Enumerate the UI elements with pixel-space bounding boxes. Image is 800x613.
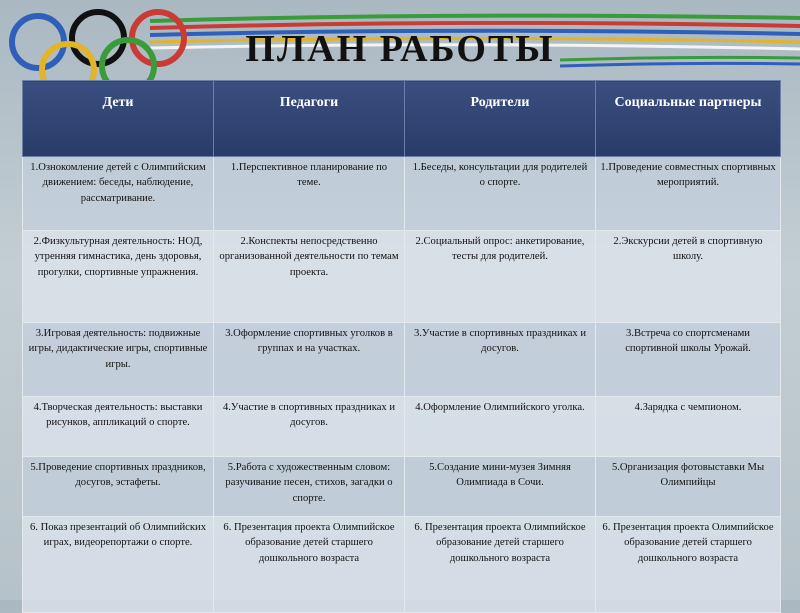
table-cell: 5.Создание мини-музея Зимняя Олимпиада в Сочи.: [405, 457, 596, 517]
table-cell: 3.Оформление спортивных уголков в группах и на участках.: [214, 323, 405, 397]
table-cell: 3.Игровая деятельность: подвижные игры, дидактические игры, спортивные игры.: [23, 323, 214, 397]
header-social-partners: Социальные партнеры: [596, 81, 781, 157]
table-cell: 2.Социальный опрос: анкетирование, тесты для родителей.: [405, 231, 596, 323]
table-cell: 1.Беседы, консультации для родителей о спорте.: [405, 157, 596, 231]
table-row: [23, 157, 781, 231]
header-children: Дети: [23, 81, 214, 157]
table-cell: 3.Участие в спортивных праздниках и досугов.: [405, 323, 596, 397]
table-cell: 4.Зарядка с чемпионом.: [596, 397, 781, 457]
table-cell: 1.Проведение совместных спортивных мероприятий.: [596, 157, 781, 231]
table-header-row: [23, 81, 781, 157]
table-cell: 5.Организация фотовыставки Мы Олимпийцы: [596, 457, 781, 517]
table-cell: 6. Презентация проекта Олимпийское образование детей старшего дошкольного возраста: [405, 517, 596, 613]
table-cell: 2.Физкультурная деятельность: НОД, утренняя гимнастика, день здоровья, прогулки, спортивные упражнения.: [23, 231, 214, 323]
table-cell: 3.Встреча со спортсменами спортивной школы Урожай.: [596, 323, 781, 397]
table-cell: 5.Проведение спортивных праздников, досугов, эстафеты.: [23, 457, 214, 517]
table-cell: 4.Участие в спортивных праздниках и досугов.: [214, 397, 405, 457]
table-cell: 2.Конспекты непосредственно организованной деятельности по темам проекта.: [214, 231, 405, 323]
table-cell: 5.Работа с художественным словом: разучивание песен, стихов, загадки о спорте.: [214, 457, 405, 517]
table-row: [23, 517, 781, 613]
header-teachers: Педагоги: [214, 81, 405, 157]
stripe-green: [150, 16, 800, 21]
table-row: [23, 323, 781, 397]
table-cell: 4.Творческая деятельность: выставки рисунков, аппликаций о спорте.: [23, 397, 214, 457]
table-cell: 6. Презентация проекта Олимпийское образование детей старшего дошкольного возраста: [214, 517, 405, 613]
table-cell: 4.Оформление Олимпийского уголка.: [405, 397, 596, 457]
table-cell: 1.Ознокомление детей с Олимпийским движением: беседы, наблюдение, рассматривание.: [23, 157, 214, 231]
table-row: [23, 457, 781, 517]
work-plan-table: [22, 80, 781, 613]
table-cell: 1.Перспективное планирование по теме.: [214, 157, 405, 231]
table-cell: 6. Презентация проекта Олимпийское образование детей старшего дошкольного возраста: [596, 517, 781, 613]
header-parents: Родители: [405, 81, 596, 157]
table-row: [23, 231, 781, 323]
table-cell: 2.Экскурсии детей в спортивную школу.: [596, 231, 781, 323]
table-cell: 6. Показ презентаций об Олимпийских играх, видеорепортажи о спорте.: [23, 517, 214, 613]
table-row: [23, 397, 781, 457]
page-title: ПЛАН РАБОТЫ: [245, 28, 555, 70]
